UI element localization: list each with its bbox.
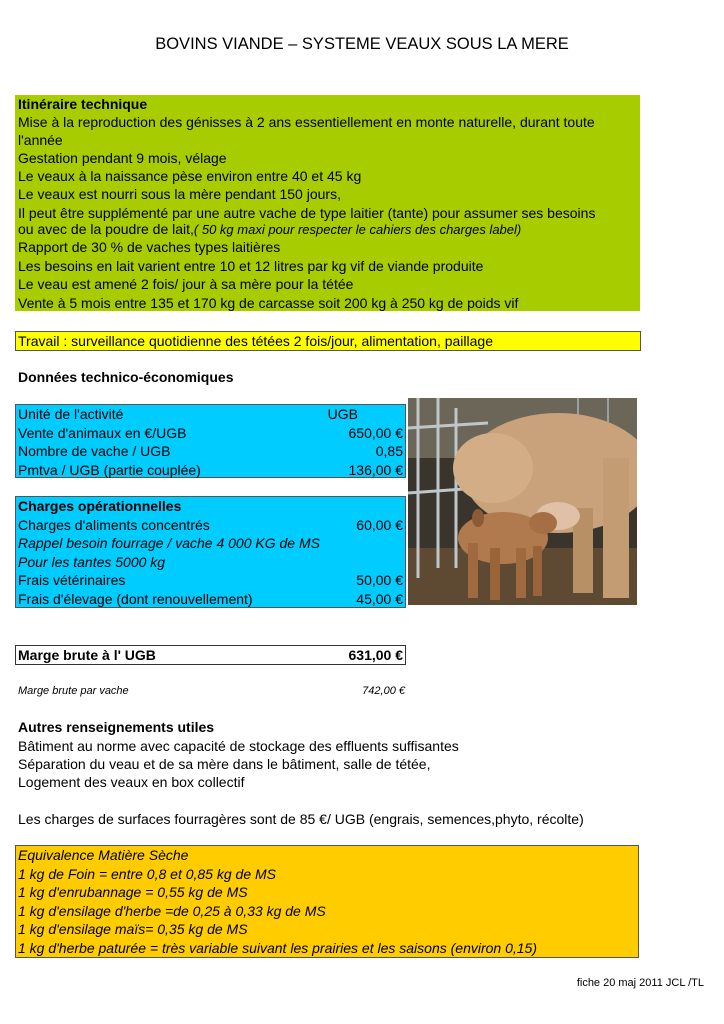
itineraire-box <box>15 95 640 311</box>
itineraire-line: Le veau est amené 2 fois/ jour à sa mère pour la tétée <box>18 276 354 292</box>
table-row <box>18 424 403 443</box>
list-item <box>18 902 636 921</box>
table-row <box>18 516 403 535</box>
row-label: Rappel besoin fourrage / vache 4 000 KG de MS <box>18 535 320 551</box>
row-value: 650,00 € <box>348 424 403 441</box>
table-row <box>18 571 403 590</box>
equivalence-line: 1 kg de Foin = entre 0,8 et 0,85 kg de MS <box>18 865 276 882</box>
donnees-heading: Données technico-économiques <box>18 369 234 385</box>
cow-calf-illustration <box>408 398 637 605</box>
list-item <box>18 920 636 939</box>
list-item <box>18 939 636 958</box>
equivalence-box <box>15 845 639 958</box>
list-item <box>18 883 636 902</box>
itineraire-line-part: ou avec de la poudre de lait, <box>18 221 194 237</box>
equivalence-line: 1 kg d'enrubannage = 0,55 kg de MS <box>18 884 248 900</box>
marge-value: 631,00 € <box>348 647 403 663</box>
marge-vache-label: Marge brute par vache <box>18 685 129 697</box>
itineraire-heading: Itinéraire technique <box>18 96 148 112</box>
table-row <box>18 442 403 461</box>
equivalence-heading <box>18 846 636 865</box>
equivalence-heading-text: Equivalence Matière Sèche <box>18 847 189 863</box>
equivalence-line: 1 kg d'herbe paturée = très variable suivant les prairies et les saisons (environ 0,15) <box>18 939 538 956</box>
row-value: 0,85 <box>375 443 403 459</box>
row-label: Frais vétérinaires <box>18 572 126 588</box>
row-value: 136,00 € <box>348 461 403 478</box>
itineraire-note: ( 50 kg maxi pour respecter le cahiers des charges label) <box>193 222 522 237</box>
equivalence-line: 1 kg d'ensilage d'herbe =de 0,25 à 0,33 kg de MS <box>18 902 326 919</box>
charges-heading-text: Charges opérationnelles <box>18 498 182 514</box>
itineraire-line <box>18 220 521 239</box>
travail-box <box>15 331 641 351</box>
surfaces-text: Les charges de surfaces fourragères sont de 85 €/ UGB (engrais, semences,phyto, récolte) <box>18 811 584 827</box>
autres-line: Logement des veaux en box collectif <box>18 774 245 790</box>
table-row <box>18 590 403 609</box>
table-row <box>18 553 403 572</box>
itineraire-line: Rapport de 30 % de vaches types laitières <box>18 239 281 255</box>
itineraire-line: Gestation pendant 9 mois, vélage <box>18 150 227 166</box>
charges-table <box>15 496 406 608</box>
table-row <box>18 405 403 424</box>
autres-line: Bâtiment au norme avec capacité de stockage des effluents suffisantes <box>18 738 459 754</box>
itineraire-line: Le veaux est nourri sous la mère pendant 150 jours, <box>18 186 341 202</box>
row-label: Pmtva / UGB (partie couplée) <box>18 461 201 478</box>
page-title: BOVINS VIANDE – SYSTEME VEAUX SOUS LA MERE <box>155 35 569 53</box>
row-value: 60,00 € <box>356 516 403 533</box>
row-label: Frais d'élevage (dont renouvellement) <box>18 590 253 607</box>
charges-heading <box>18 497 403 516</box>
row-label: Unité de l'activité <box>18 406 124 422</box>
marge-brute-row <box>15 645 406 665</box>
row-label: Vente d'animaux en €/UGB <box>18 424 187 441</box>
row-value: 50,00 € <box>356 572 403 588</box>
table-row <box>18 461 403 480</box>
itineraire-line: Le veaux à la naissance pèse environ entre 40 et 45 kg <box>18 168 362 184</box>
autres-heading: Autres renseignements utiles <box>18 719 215 735</box>
row-value: UGB <box>327 406 358 422</box>
marge-label: Marge brute à l' UGB <box>18 647 156 663</box>
row-label: Nombre de vache / UGB <box>18 443 171 459</box>
activite-table <box>15 404 406 478</box>
autres-line: Séparation du veau et de sa mère dans le bâtiment, salle de tétée, <box>18 756 431 772</box>
row-label: Pour les tantes 5000 kg <box>18 553 166 570</box>
travail-text: Travail : surveillance quotidienne des tétées 2 fois/jour, alimentation, paillage <box>18 333 493 349</box>
itineraire-line: Les besoins en lait varient entre 10 et 12 litres par kg vif de viande produite <box>18 258 484 274</box>
cow-calf-photo <box>408 398 637 605</box>
footer-text: fiche 20 maj 2011 JCL /TL <box>576 977 704 989</box>
row-label: Charges d'aliments concentrés <box>18 516 210 533</box>
equivalence-line: 1 kg d'ensilage maïs= 0,35 kg de MS <box>18 921 248 937</box>
table-row <box>18 534 403 553</box>
marge-vache-value: 742,00 € <box>362 685 405 697</box>
itineraire-line: Mise à la reproduction des génisses à 2 ans essentiellement en monte naturelle, durant toute l'année <box>18 114 595 148</box>
itineraire-line: Il peut être supplémenté par une autre vache de type laitier (tante) pour assumer ses besoins <box>18 205 596 221</box>
list-item <box>18 865 636 884</box>
row-value: 45,00 € <box>356 590 403 607</box>
itineraire-line: Vente à 5 mois entre 135 et 170 kg de carcasse soit 200 kg à 250 kg de poids vif <box>18 295 519 311</box>
